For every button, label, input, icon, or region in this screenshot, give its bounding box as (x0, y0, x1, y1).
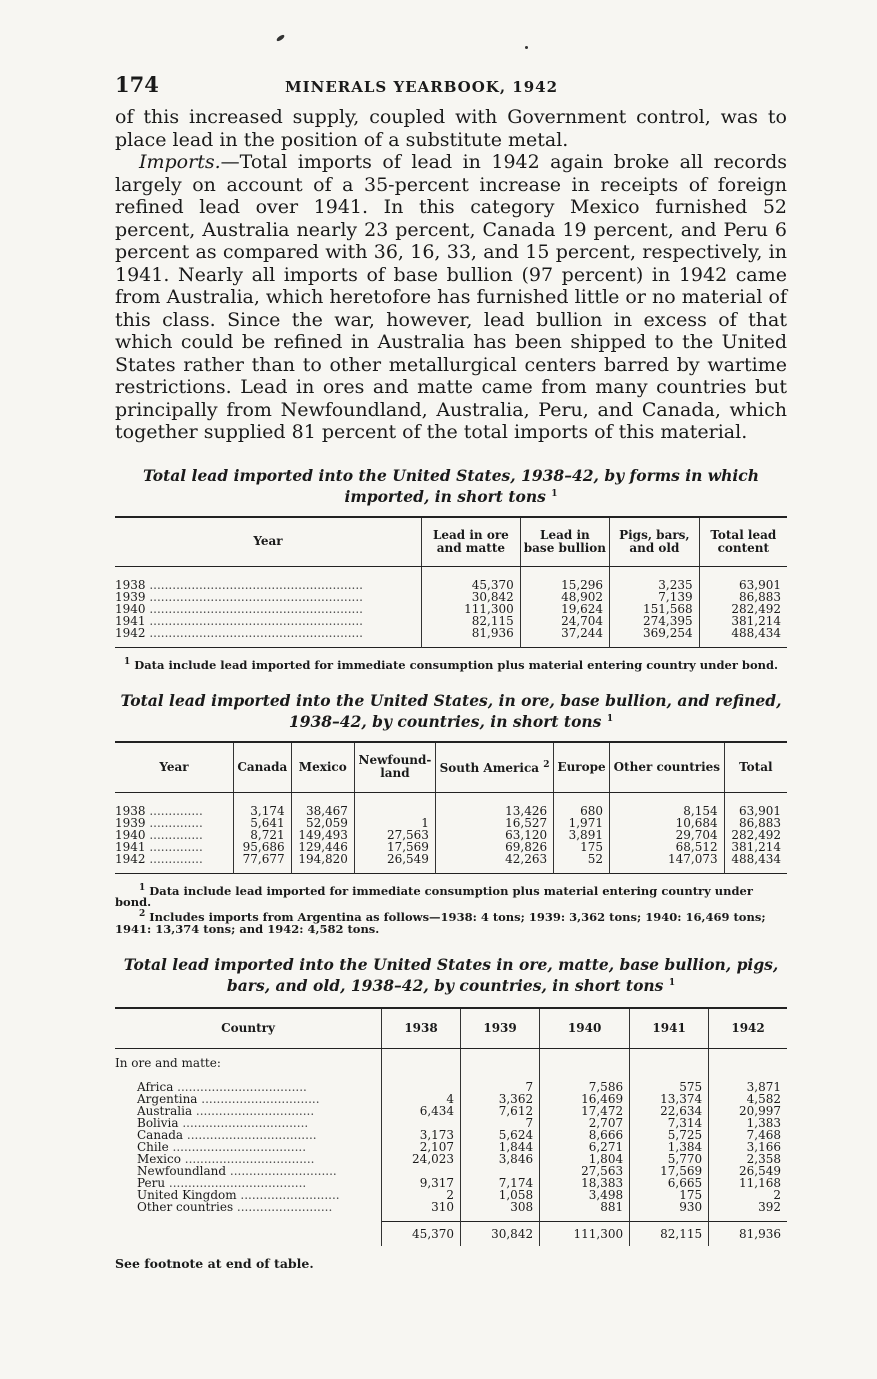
table3-cell: 7 (461, 1069, 540, 1093)
table2-cell: 52 (554, 853, 610, 874)
table3-cell: 575 (630, 1069, 709, 1093)
table3-row-label: Bolivia ................................. (137, 1115, 309, 1130)
see-footnote-note: See footnote at end of table. (115, 1255, 314, 1271)
table3-cell: 2,707 (540, 1117, 630, 1129)
table3-cell: 3,498 (540, 1189, 630, 1201)
table3-cell: 7,468 (709, 1129, 787, 1141)
table3-header-1942: 1942 (709, 1008, 787, 1048)
table2-cell: 488,434 (724, 853, 787, 874)
table1-cell: 369,254 (610, 627, 700, 648)
table3-row-label: United Kingdom .......................... (137, 1187, 340, 1202)
table2-header-canada: Canada (234, 742, 292, 792)
table2-cell: 17,569 (354, 841, 435, 853)
table3-row-label: Canada .................................. (137, 1127, 317, 1142)
table2-cell: 77,677 (234, 853, 292, 874)
paragraph-2-lead: Imports. (139, 151, 221, 173)
table1 (115, 516, 787, 649)
table2-cell: 86,883 (724, 817, 787, 829)
page-header (115, 72, 787, 106)
table2-cell: 282,492 (724, 829, 787, 841)
table2-cell: 29,704 (609, 829, 724, 841)
paragraph-2-text: —Total imports of lead in 1942 again broke all records largely on account of a 35-percent increase in receipts of foreign refined lead over 1941. In this category Mexico furnished 52 percent, Australia nearly 23 percent, Canada 19 percent, and Peru 6 percent as compared with 36, 16, 33, and 15 percent, respectively, in 1941. Nearly all imports of base bullion (97 percent) in 1942 came from Australia, which heretofore has furnished little or no material of this class. Since the war, however, lead bullion in excess of that which could be refined in Australia has been shipped to the United States rather than to other metallurgical centers barred by wartime restrictions. Lead in ores and matte came from many countries but principally from Newfoundland, Australia, Peru, and Canada, which together supplied 81 percent of the total imports of this material. (115, 151, 787, 443)
body-text (115, 106, 787, 444)
table3-cell: 881 (540, 1201, 630, 1222)
table2-row (115, 841, 787, 853)
table2-header-europe: Europe (554, 742, 610, 792)
table3-cell: 392 (709, 1201, 787, 1222)
table3-cell: 7,612 (461, 1105, 540, 1117)
table2-row (115, 829, 787, 841)
table1-cell: 19,624 (520, 603, 609, 615)
table1-cell: 15,296 (520, 567, 609, 592)
table1-cell: 7,139 (610, 591, 700, 603)
table1-cell: 282,492 (699, 603, 787, 615)
table3-cell: 17,569 (630, 1165, 709, 1177)
table2-cell: 8,154 (609, 792, 724, 817)
running-title: MINERALS YEARBOOK, 1942 (285, 78, 559, 96)
table1-row (115, 627, 787, 648)
table2-cell: 52,059 (291, 817, 354, 829)
table2-row-label: 1940 .............. (115, 827, 203, 842)
table3-total-cell: 111,300 (540, 1221, 630, 1246)
table2-cell: 42,263 (435, 853, 553, 874)
table1-row-label: 1942 ........................................................ (115, 626, 363, 641)
table2-row-label: 1939 .............. (115, 815, 203, 830)
table2-row (115, 817, 787, 829)
table3-cell: 24,023 (382, 1153, 461, 1165)
table1-caption: Total lead imported into the United States, 1938–42, by forms in which imported, in short tons $^1$ (142, 465, 760, 506)
table3-total-cell: 82,115 (630, 1221, 709, 1246)
table3-group-label: In ore and matte: (115, 1055, 221, 1070)
table3-cell: 2 (382, 1189, 461, 1201)
table3-header-1938: 1938 (382, 1008, 461, 1048)
table3-cell: 6,665 (630, 1177, 709, 1189)
table1-cell: 82,115 (422, 615, 521, 627)
table3-cell: 2,358 (709, 1153, 787, 1165)
table1-cell: 86,883 (699, 591, 787, 603)
table1-row-label: 1938 ........................................................ (115, 578, 363, 593)
table3-row-label: Argentina ............................... (137, 1091, 320, 1106)
table3-row-label: Peru .................................... (137, 1175, 307, 1190)
table2-header-newfoundland: Newfound-land (354, 742, 435, 792)
table3-cell: 3,362 (461, 1093, 540, 1105)
table2-cell: 26,549 (354, 853, 435, 874)
table1-header-total: Total lead content (699, 517, 787, 567)
table3-cell: 6,434 (382, 1105, 461, 1117)
table3-cell: 3,871 (709, 1069, 787, 1093)
table2-cell: 63,120 (435, 829, 553, 841)
table3-cell: 4 (382, 1093, 461, 1105)
table2-row-label: 1938 .............. (115, 803, 203, 818)
table1-row-label: 1939 ........................................................ (115, 590, 363, 605)
table3-caption: Total lead imported into the United States in ore, matte, base bullion, pigs, bars, and old, 1938–42, by countries, in short tons $^1$ (123, 955, 779, 996)
table1-header-year: Year (115, 517, 422, 567)
table3-cell: 8,666 (540, 1129, 630, 1141)
table3-cell: 7,586 (540, 1069, 630, 1093)
table3-cell: 9,317 (382, 1177, 461, 1189)
table3-cell: 5,770 (630, 1153, 709, 1165)
table3-row (115, 1201, 787, 1222)
table2-header-mexico: Mexico (291, 742, 354, 792)
table1-cell: 24,704 (520, 615, 609, 627)
table2-cell: 175 (554, 841, 610, 853)
table1-cell: 63,901 (699, 567, 787, 592)
table3-cell: 310 (382, 1201, 461, 1222)
table3-row-label: Australia ............................... (137, 1103, 315, 1118)
table1-cell: 37,244 (520, 627, 609, 648)
table2-cell: 13,426 (435, 792, 553, 817)
table2-cell: 5,641 (234, 817, 292, 829)
table2-row (115, 853, 787, 874)
table3-header-country: Country (115, 1008, 382, 1048)
table3-total-cell: 81,936 (709, 1221, 787, 1246)
table3-cell: 5,725 (630, 1129, 709, 1141)
table2-cell: 8,721 (234, 829, 292, 841)
table3-cell: 20,997 (709, 1105, 787, 1117)
table1-cell: 81,936 (422, 627, 521, 648)
table2-cell: 1 (354, 817, 435, 829)
page-number: 174 (115, 72, 159, 97)
table3-cell: 1,384 (630, 1141, 709, 1153)
table1-row-label: 1940 ........................................................ (115, 602, 363, 617)
table3-cell: 13,374 (630, 1093, 709, 1105)
table3-cell: 17,472 (540, 1105, 630, 1117)
table3-cell: 16,469 (540, 1093, 630, 1105)
table2 (115, 741, 787, 874)
table2-cell: 1,971 (554, 817, 610, 829)
table2-header-year: Year (115, 742, 234, 792)
table3-cell: 1,844 (461, 1141, 540, 1153)
table1-header-bullion: Lead in base bullion (520, 517, 609, 567)
table1-cell: 488,434 (699, 627, 787, 648)
table2-cell (354, 792, 435, 817)
table1-cell: 111,300 (422, 603, 521, 615)
table2-row-label: 1941 .............. (115, 839, 203, 854)
table1-cell: 381,214 (699, 615, 787, 627)
table2-cell: 38,467 (291, 792, 354, 817)
paragraph-1: of this increased supply, coupled with Government control, was to place lead in the position of a substitute metal. (115, 106, 787, 151)
table3-header-1939: 1939 (461, 1008, 540, 1048)
table3-cell: 175 (630, 1189, 709, 1201)
table3-cell: 3,166 (709, 1141, 787, 1153)
table2-cell: 68,512 (609, 841, 724, 853)
table2-cell: 95,686 (234, 841, 292, 853)
table2-cell: 147,073 (609, 853, 724, 874)
table3-cell: 930 (630, 1201, 709, 1222)
table2-cell: 149,493 (291, 829, 354, 841)
table3-total-cell: 45,370 (382, 1221, 461, 1246)
table3-cell: 6,271 (540, 1141, 630, 1153)
table3-cell: 1,383 (709, 1117, 787, 1129)
table3-cell: 18,383 (540, 1177, 630, 1189)
table1-cell: 30,842 (422, 591, 521, 603)
table3-row-label: Chile ................................... (137, 1139, 307, 1154)
table3-cell: 22,634 (630, 1105, 709, 1117)
table3-cell: 7,314 (630, 1117, 709, 1129)
table1-header-ore: Lead in ore and matte (422, 517, 521, 567)
document-page (115, 72, 787, 1271)
table3-cell: 1,804 (540, 1153, 630, 1165)
table2-cell: 3,891 (554, 829, 610, 841)
table2-caption: Total lead imported into the United States, in ore, base bullion, and refined, 1938–42, by countries, in short tons $^1$ (120, 690, 782, 732)
table2-header-south-america: South America $^2$ (435, 742, 553, 792)
table2-cell: 680 (554, 792, 610, 817)
table3-row-label: Mexico .................................. (137, 1151, 315, 1166)
table2-cell: 10,684 (609, 817, 724, 829)
table3-cell: 1,058 (461, 1189, 540, 1201)
table3-cell: 27,563 (540, 1165, 630, 1177)
table2-cell: 129,446 (291, 841, 354, 853)
table3-total-cell: 30,842 (461, 1221, 540, 1246)
table3-cell: 7 (461, 1117, 540, 1129)
table3-cell (382, 1069, 461, 1093)
table2-cell: 27,563 (354, 829, 435, 841)
table3-cell: 3,846 (461, 1153, 540, 1165)
table1-cell: 48,902 (520, 591, 609, 603)
table2-cell: 63,901 (724, 792, 787, 817)
table2-cell: 3,174 (234, 792, 292, 817)
table3-total-row (115, 1221, 787, 1246)
table1-cell: 45,370 (422, 567, 521, 592)
table2-cell: 69,826 (435, 841, 553, 853)
table3-row (115, 1069, 787, 1093)
table2-cell: 381,214 (724, 841, 787, 853)
table3-row-label: Africa .................................. (137, 1079, 307, 1094)
table1-row-label: 1941 ........................................................ (115, 614, 363, 629)
table2-cell: 16,527 (435, 817, 553, 829)
table2-row (115, 792, 787, 817)
table3-row-label: Other countries ......................... (137, 1200, 333, 1215)
table1-header-pigs: Pigs, bars, and old (610, 517, 700, 567)
table2-cell: 194,820 (291, 853, 354, 874)
table1-cell: 3,235 (610, 567, 700, 592)
table3-cell: 3,173 (382, 1129, 461, 1141)
table2-footnote-2: $^2$ Includes imports from Argentina as follows—1938: 4 tons; 1939: 3,362 tons; 1940: 16,469 tons; 1941: 13,374 tons; and 1942: 4,582 tons. (115, 909, 766, 937)
table3-cell: 2,107 (382, 1141, 461, 1153)
table3-cell: 4,582 (709, 1093, 787, 1105)
table3-cell: 11,168 (709, 1177, 787, 1189)
table3-cell: 2 (709, 1189, 787, 1201)
table2-row-label: 1942 .............. (115, 851, 203, 866)
table1-row (115, 567, 787, 592)
paragraph-2 (115, 151, 787, 444)
table1-footnote: $^1$ Data include lead imported for immediate consumption plus material entering country under bond. (123, 657, 779, 672)
table3-cell: 308 (461, 1201, 540, 1222)
table3-cell: 26,549 (709, 1165, 787, 1177)
table3-header-1941: 1941 (630, 1008, 709, 1048)
table2-footnote-1: $^1$ Data include lead imported for immediate consumption plus material entering country under bond. (115, 882, 753, 910)
table3-cell: 5,624 (461, 1129, 540, 1141)
table1-cell: 151,568 (610, 603, 700, 615)
table3 (115, 1007, 787, 1246)
table2-header-other: Other countries (609, 742, 724, 792)
table2-header-total: Total (724, 742, 787, 792)
table3-header-1940: 1940 (540, 1008, 630, 1048)
table3-cell: 7,174 (461, 1177, 540, 1189)
table3-row-label: Newfoundland ............................ (137, 1163, 337, 1178)
table1-cell: 274,395 (610, 615, 700, 627)
